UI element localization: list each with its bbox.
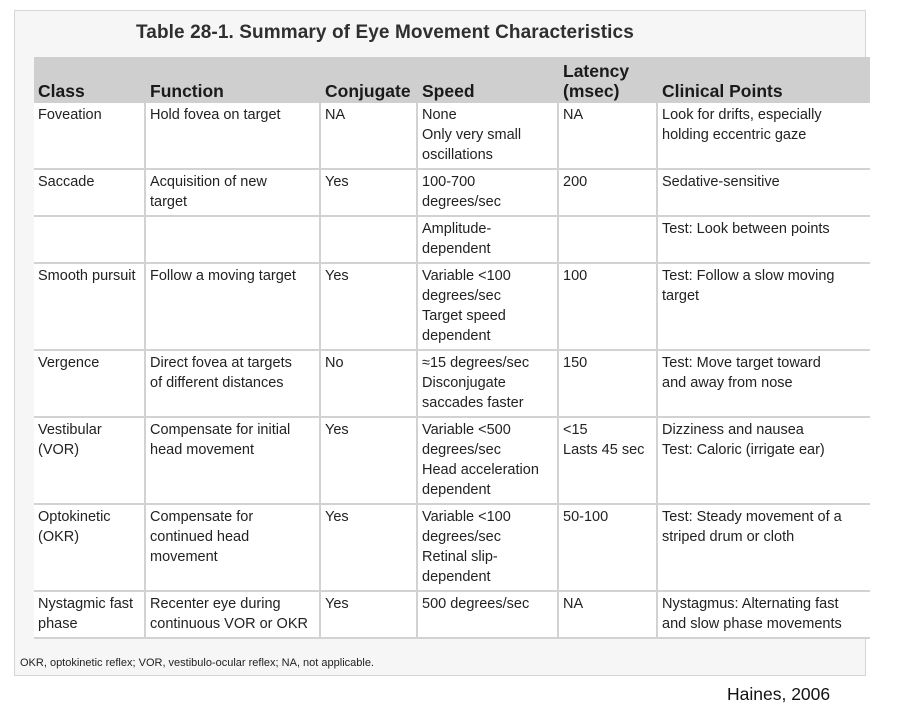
cell-text: (VOR) <box>38 442 80 458</box>
cell-function <box>146 264 321 351</box>
cell-text: Head acceleration <box>422 462 539 478</box>
cell-class <box>34 264 146 351</box>
cell-text: Dizziness and nausea <box>662 422 804 438</box>
cell-text: Saccade <box>38 174 95 190</box>
cell-text: degrees/sec <box>422 442 501 458</box>
cell-text: (OKR) <box>38 529 80 545</box>
cell-conjugate <box>321 103 418 170</box>
cell-text: Nystagmus: Alternating fast <box>662 596 839 612</box>
cell-conjugate <box>321 592 418 639</box>
cell-class <box>34 351 146 418</box>
cell-text: target <box>150 194 188 210</box>
cell-text: NA <box>563 107 584 123</box>
cell-text: Retinal slip- <box>422 549 498 565</box>
cell-text: dependent <box>422 569 491 585</box>
cell-text: holding eccentric gaze <box>662 127 807 143</box>
cell-speed <box>418 418 559 505</box>
cell-latency <box>559 217 658 264</box>
header-speed: Speed <box>418 57 559 103</box>
cell-text: and away from nose <box>662 375 793 391</box>
cell-text: saccades faster <box>422 395 524 411</box>
cell-text: Acquisition of new <box>150 174 267 190</box>
table-footnote: OKR, optokinetic reflex; VOR, vestibulo-ocular reflex; NA, not applicable. <box>20 657 374 669</box>
cell-text: 150 <box>563 355 588 371</box>
cell-function <box>146 351 321 418</box>
table-row <box>34 505 870 592</box>
cell-text: Sedative-sensitive <box>662 174 780 190</box>
cell-text: Yes <box>325 422 349 438</box>
header-function: Function <box>146 57 321 103</box>
cell-text: Yes <box>325 268 349 284</box>
cell-class <box>34 418 146 505</box>
cell-text: 50-100 <box>563 509 609 525</box>
header-row <box>34 57 870 103</box>
cell-text: Optokinetic <box>38 509 111 525</box>
cell-function <box>146 103 321 170</box>
cell-text: Only very small <box>422 127 522 143</box>
cell-text: head movement <box>150 442 254 458</box>
cell-text: dependent <box>422 328 491 344</box>
cell-speed <box>418 351 559 418</box>
cell-text: <15 <box>563 422 588 438</box>
table-panel <box>14 10 866 676</box>
cell-text: Follow a moving target <box>150 268 296 284</box>
cell-function <box>146 170 321 217</box>
cell-latency <box>559 351 658 418</box>
header-latency-line2: (msec) <box>563 81 620 101</box>
cell-clinical <box>658 592 870 639</box>
cell-text: degrees/sec <box>422 194 501 210</box>
cell-text: Yes <box>325 509 349 525</box>
table-body <box>34 103 870 639</box>
cell-text: ≈15 degrees/sec <box>422 355 530 371</box>
cell-text: None <box>422 107 457 123</box>
cell-text: oscillations <box>422 147 493 163</box>
table-title: Table 28-1. Summary of Eye Movement Characteristics <box>136 22 634 43</box>
cell-class <box>34 505 146 592</box>
cell-clinical <box>658 103 870 170</box>
cell-text: Look for drifts, especially <box>662 107 822 123</box>
cell-text: dependent <box>422 482 491 498</box>
table-row <box>34 418 870 505</box>
cell-speed <box>418 264 559 351</box>
table-row <box>34 351 870 418</box>
cell-text: movement <box>150 549 218 565</box>
header-latency-line1: Latency <box>563 61 630 81</box>
cell-text: Yes <box>325 174 349 190</box>
cell-speed <box>418 505 559 592</box>
cell-function <box>146 505 321 592</box>
cell-clinical <box>658 418 870 505</box>
cell-latency <box>559 103 658 170</box>
cell-text: NA <box>325 107 346 123</box>
cell-class <box>34 103 146 170</box>
cell-clinical <box>658 217 870 264</box>
cell-speed <box>418 217 559 264</box>
cell-latency <box>559 170 658 217</box>
header-class: Class <box>34 57 146 103</box>
table-row <box>34 103 870 170</box>
cell-text: Compensate for initial <box>150 422 291 438</box>
cell-text: phase <box>38 616 78 632</box>
cell-clinical <box>658 264 870 351</box>
cell-text: Smooth pursuit <box>38 268 136 284</box>
header-conjugate: Conjugate <box>321 57 418 103</box>
cell-latency <box>559 418 658 505</box>
cell-clinical <box>658 505 870 592</box>
cell-conjugate <box>321 418 418 505</box>
cell-text: Compensate for <box>150 509 254 525</box>
table-row <box>34 217 870 264</box>
cell-text: Variable <100 <box>422 268 511 284</box>
cell-conjugate <box>321 351 418 418</box>
cell-text: Test: Follow a slow moving <box>662 268 835 284</box>
cell-text: Hold fovea on target <box>150 107 281 123</box>
cell-latency <box>559 264 658 351</box>
cell-text: 100-700 <box>422 174 476 190</box>
citation: Haines, 2006 <box>727 684 831 704</box>
cell-text: Direct fovea at targets <box>150 355 292 371</box>
cell-text: Target speed <box>422 308 506 324</box>
cell-clinical <box>658 170 870 217</box>
cell-conjugate <box>321 170 418 217</box>
cell-text: Test: Look between points <box>662 221 830 237</box>
cell-text: Variable <500 <box>422 422 511 438</box>
cell-conjugate <box>321 217 418 264</box>
cell-class <box>34 592 146 639</box>
cell-text: NA <box>563 596 584 612</box>
cell-text: striped drum or cloth <box>662 529 795 545</box>
cell-speed <box>418 592 559 639</box>
cell-text: and slow phase movements <box>662 616 842 632</box>
header-clinical-points: Clinical Points <box>658 57 870 103</box>
cell-text: Yes <box>325 596 349 612</box>
cell-text: Test: Caloric (irrigate ear) <box>662 442 825 458</box>
cell-clinical <box>658 351 870 418</box>
table-row <box>34 170 870 217</box>
cell-class <box>34 170 146 217</box>
cell-text: Amplitude- <box>422 221 492 237</box>
cell-text: Test: Move target toward <box>662 355 821 371</box>
table-row <box>34 264 870 351</box>
cell-text: Foveation <box>38 107 102 123</box>
cell-function <box>146 217 321 264</box>
cell-text: of different distances <box>150 375 284 391</box>
cell-latency <box>559 592 658 639</box>
cell-text: degrees/sec <box>422 288 501 304</box>
cell-text: No <box>325 355 344 371</box>
cell-text: Lasts 45 sec <box>563 442 645 458</box>
cell-speed <box>418 103 559 170</box>
cell-text: target <box>662 288 700 304</box>
cell-text: degrees/sec <box>422 529 501 545</box>
cell-conjugate <box>321 505 418 592</box>
header-latency <box>559 57 658 103</box>
cell-text: Disconjugate <box>422 375 506 391</box>
cell-text: Recenter eye during <box>150 596 281 612</box>
table-row <box>34 592 870 639</box>
cell-text: Variable <100 <box>422 509 511 525</box>
cell-text: dependent <box>422 241 491 257</box>
cell-function <box>146 418 321 505</box>
cell-text: continuous VOR or OKR <box>150 616 308 632</box>
cell-speed <box>418 170 559 217</box>
cell-text: Nystagmic fast <box>38 596 134 612</box>
cell-text: Vestibular <box>38 422 102 438</box>
cell-text: Vergence <box>38 355 100 371</box>
cell-text: 500 degrees/sec <box>422 596 530 612</box>
eye-movement-table <box>34 57 870 639</box>
cell-text: 100 <box>563 268 588 284</box>
cell-text: continued head <box>150 529 250 545</box>
cell-class <box>34 217 146 264</box>
cell-text: Test: Steady movement of a <box>662 509 842 525</box>
cell-function <box>146 592 321 639</box>
cell-latency <box>559 505 658 592</box>
cell-conjugate <box>321 264 418 351</box>
cell-text: 200 <box>563 174 588 190</box>
